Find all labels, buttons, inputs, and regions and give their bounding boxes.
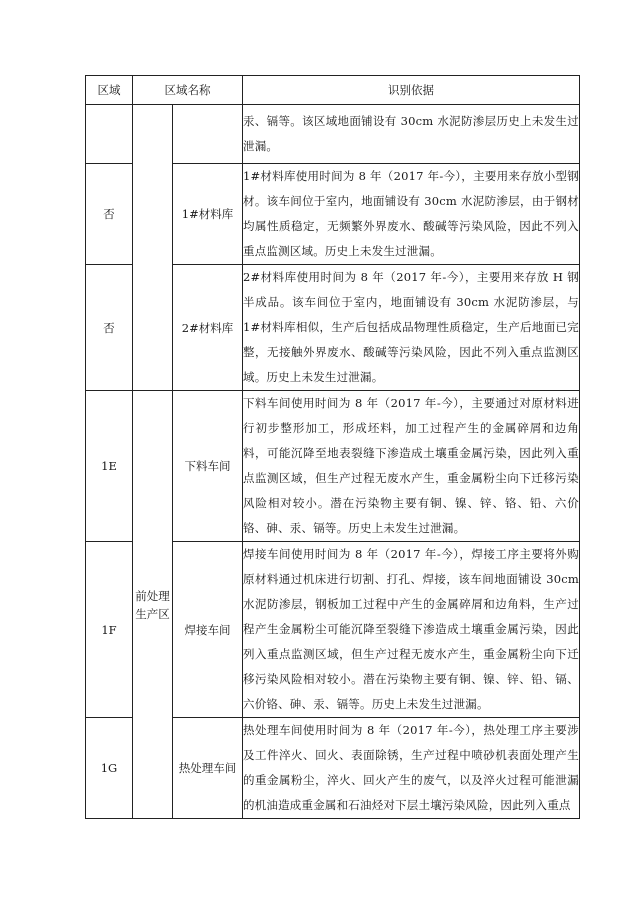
merged-zone-blank: [133, 105, 173, 391]
table-row: [86, 391, 580, 542]
zone-cell: 1G: [86, 718, 133, 819]
merged-zone-name: 前处理生产区: [133, 391, 173, 819]
zone-name-cell: 热处理车间: [173, 718, 243, 819]
zone-name-cell: 1#材料库: [173, 164, 243, 265]
basis-cell: 1#材料库使用时间为 8 年（2017 年-今），主要用来存放小型钢材。该车间位于室内，地面铺设有 30cm 水泥防渗层，由于钢材均属性质稳定，无频繁外界废水、酸碱等污染风险，因此不列入重点监测区域。历史上未发生过泄漏。: [243, 164, 580, 265]
zone-cell: 1F: [86, 542, 133, 718]
header-basis: 识别依据: [243, 76, 580, 105]
zone-cell: 否: [86, 265, 133, 391]
table-header-row: [86, 76, 580, 105]
zone-name-cell: [173, 105, 243, 164]
zone-name-cell: 下料车间: [173, 391, 243, 542]
header-zone: 区域: [86, 76, 133, 105]
zone-cell: 1E: [86, 391, 133, 542]
basis-cell: 热处理车间使用时间为 8 年（2017 年-今），热处理工序主要涉及工件淬火、回火、表面除锈，生产过程中喷砂机表面处理产生的重金属粉尘，淬火、回火产生的废气，以及淬火过程可能泄漏的机油造成重金属和石油烃对下层土壤污染风险，因此列入重点: [243, 718, 580, 819]
zone-cell: [86, 105, 133, 164]
basis-cell: 汞、镉等。该区域地面铺设有 30cm 水泥防渗层历史上未发生过泄漏。: [243, 105, 580, 164]
basis-cell: 下料车间使用时间为 8 年（2017 年-今），主要通过对原材料进行初步整形加工，形成坯料，加工过程产生的金属碎屑和边角料，可能沉降至地表裂缝下渗造成土壤重金属污染，因此列入重点监测区域，但生产过程无废水产生，重金属粉尘向下迁移污染风险相对较小。潜在污染物主要有铜、镍、锌、铬、铅、六价铬、砷、汞、镉等。历史上未发生过泄漏。: [243, 391, 580, 542]
table-row: [86, 105, 580, 164]
zone-name-cell: 2#材料库: [173, 265, 243, 391]
zone-cell: 否: [86, 164, 133, 265]
basis-cell: 2#材料库使用时间为 8 年（2017 年-今），主要用来存放 H 钢半成品。该车间位于室内，地面铺设有 30cm 水泥防渗层，与 1#材料库相似，生产后包括成品物理性质稳定，生产后地面已完整，无接触外界废水、酸碱等污染风险，因此不列入重点监测区域。历史上未发生过泄漏。: [243, 265, 580, 391]
zone-name-cell: 焊接车间: [173, 542, 243, 718]
basis-cell: 焊接车间使用时间为 8 年（2017 年-今），焊接工序主要将外购原材料通过机床进行切割、打孔、焊接，该车间地面铺设 30cm 水泥防渗层，钢板加工过程中产生的金属碎屑和边角料，生产过程产生金属粉尘可能沉降至裂缝下渗造成土壤重金属污染，因此列入重点监测区域，但生产过程无废水产生，重金属粉尘向下迁移污染风险相对较小。潜在污染物主要有铜、镍、锌、铅、镉、六价铬、砷、汞、镉等。历史上未发生过泄漏。: [243, 542, 580, 718]
header-zone-name: 区域名称: [133, 76, 243, 105]
identification-table: [85, 75, 580, 819]
